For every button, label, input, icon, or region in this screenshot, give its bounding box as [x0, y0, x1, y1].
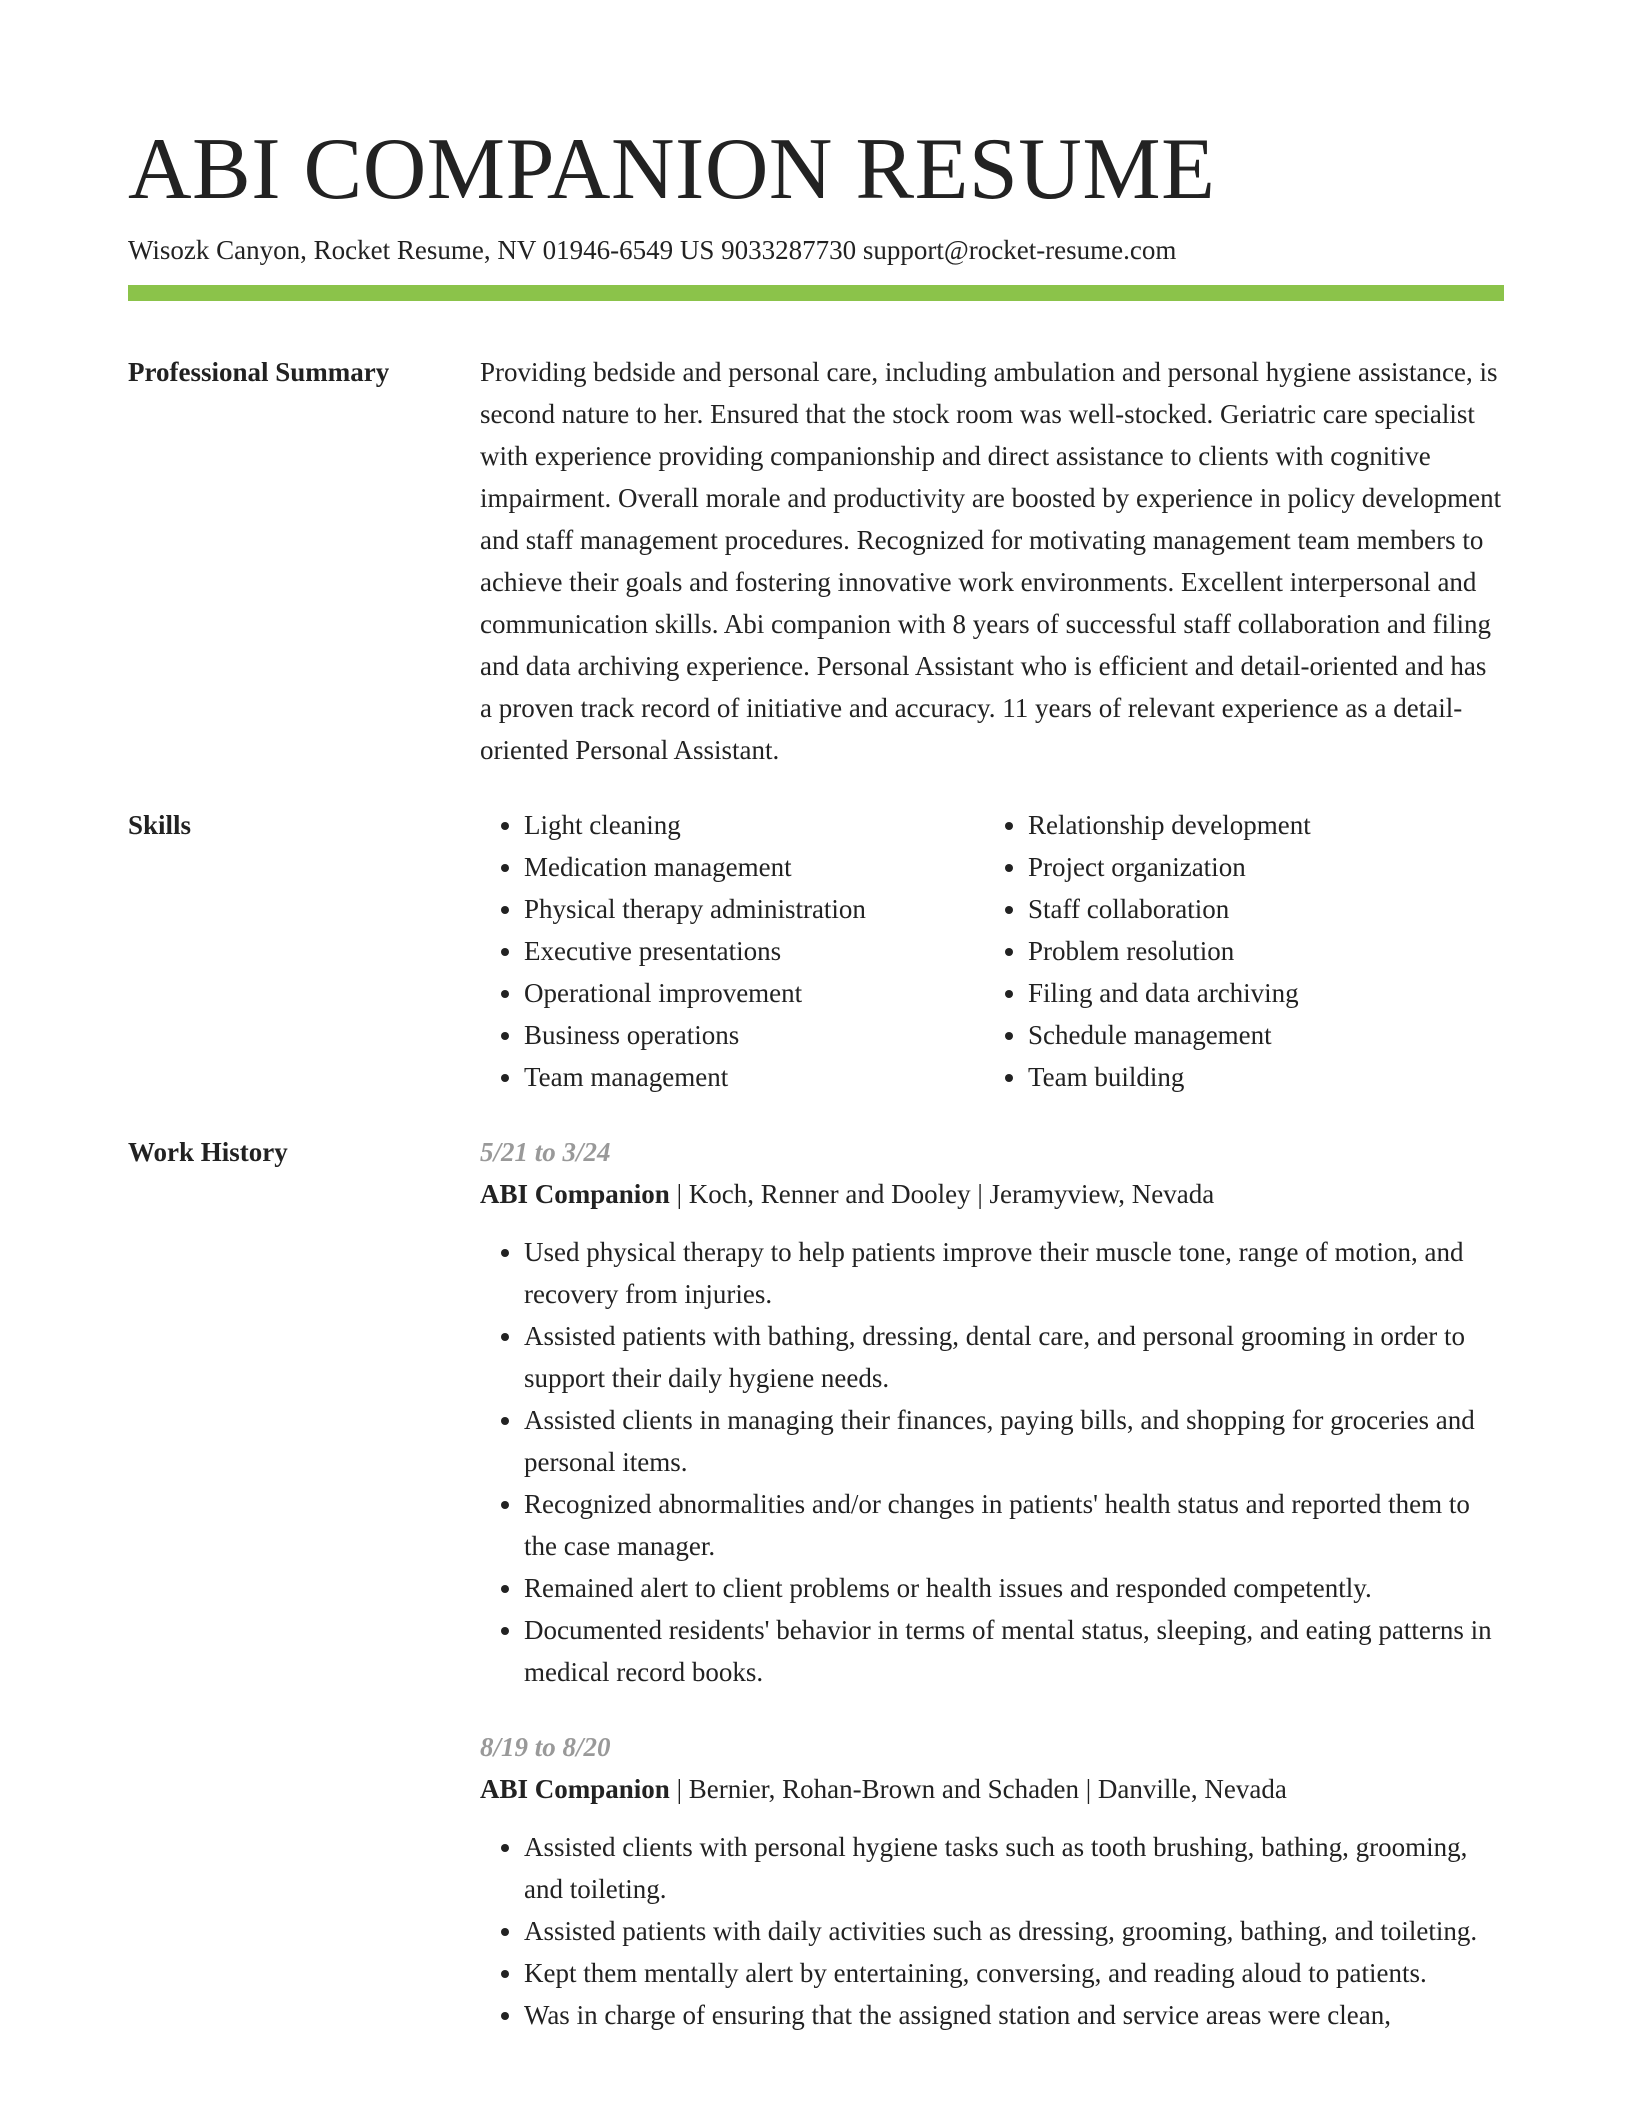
job-bullet: • Documented residents' behavior in terms of mental status, sleeping, and eating patterns in medical record books. [524, 1609, 1504, 1693]
resume-sections [128, 351, 1504, 2036]
job-dates: 5/21 to 3/24 [480, 1137, 611, 1167]
job-heading [480, 1768, 1504, 1810]
skills-section [128, 804, 1504, 1098]
job-details: | Koch, Renner and Dooley | Jeramyview, Nevada [669, 1179, 1215, 1209]
summary-text: Providing bedside and personal care, including ambulation and personal hygiene assistance, is second nature to her. Ensured that the stock room was well-stocked. Geriatric care specialist with experience providing companionship and direct assistance to clients with cognitive impairment. Overall morale and productivity are boosted by experience in policy development and staff management procedures. Recognized for motivating management team members to achieve their goals and fostering innovative work environments. Excellent interpersonal and communication skills. Abi companion with 8 years of successful staff collaboration and filing and data archiving experience. Personal Assistant who is efficient and detail-oriented and has a proven track record of initiative and accuracy. 11 years of relevant experience as a detail-oriented Personal Assistant. [480, 357, 1502, 765]
work-history-body [480, 1131, 1504, 2036]
job-bullet: • Assisted clients with personal hygiene tasks such as tooth brushing, bathing, grooming, and toileting. [524, 1826, 1504, 1910]
summary-title: Professional Summary [128, 357, 390, 387]
job-bullet: • Recognized abnormalities and/or changes in patients' health status and reported them to the case manager. [524, 1483, 1504, 1567]
skill-item: • Problem resolution [1028, 930, 1488, 972]
contact-line: Wisozk Canyon, Rocket Resume, NV 01946-6549 US 9033287730 support@rocket-resume.com [128, 235, 1177, 265]
skill-item: • Medication management [524, 846, 984, 888]
skill-item: • Filing and data archiving [1028, 972, 1488, 1014]
skill-item: • Business operations [524, 1014, 984, 1056]
skill-item: • Executive presentations [524, 930, 984, 972]
job-bullet: • Assisted patients with daily activities such as dressing, grooming, bathing, and toileting. [524, 1910, 1504, 1952]
skill-item: • Staff collaboration [1028, 888, 1488, 930]
job-entry [480, 1131, 1504, 1693]
summary-body [480, 351, 1504, 771]
skill-item: • Team building [1028, 1056, 1488, 1098]
work-history-section [128, 1131, 1504, 2036]
skill-item: • Project organization [1028, 846, 1488, 888]
skill-item: • Team management [524, 1056, 984, 1098]
job-bullet: • Was in charge of ensuring that the assigned station and service areas were clean, [524, 1994, 1504, 2036]
job-entry [480, 1726, 1504, 2036]
skill-item: • Light cleaning [524, 804, 984, 846]
skill-item: • Relationship development [1028, 804, 1488, 846]
job-heading [480, 1173, 1504, 1215]
job-bullet: • Assisted clients in managing their finances, paying bills, and shopping for groceries and personal items. [524, 1399, 1504, 1483]
skill-item: • Physical therapy administration [524, 888, 984, 930]
job-dates: 8/19 to 8/20 [480, 1732, 611, 1762]
header-divider [128, 285, 1504, 301]
skills-list [480, 804, 1504, 1098]
job-bullet: • Kept them mentally alert by entertaining, conversing, and reading aloud to patients. [524, 1952, 1504, 1994]
job-bullet: • Used physical therapy to help patients improve their muscle tone, range of motion, and recovery from injuries. [524, 1231, 1504, 1315]
skills-title: Skills [128, 810, 192, 840]
job-bullet: • Remained alert to client problems or health issues and responded competently. [524, 1567, 1504, 1609]
job-bullet: • Assisted patients with bathing, dressing, dental care, and personal grooming in order to support their daily hygiene needs. [524, 1315, 1504, 1399]
summary-section [128, 351, 1504, 771]
job-details: | Bernier, Rohan-Brown and Schaden | Danville, Nevada [669, 1774, 1287, 1804]
skills-column-right [984, 804, 1488, 1098]
skills-column-left [480, 804, 984, 1098]
job-title: ABI Companion [480, 1774, 670, 1804]
skill-item: • Schedule management [1028, 1014, 1488, 1056]
skill-item: • Operational improvement [524, 972, 984, 1014]
job-bullets [480, 1826, 1504, 2036]
job-bullets [480, 1231, 1504, 1693]
job-title: ABI Companion [480, 1179, 670, 1209]
work-history-title: Work History [128, 1137, 288, 1167]
resume-name: ABI COMPANION RESUME [128, 121, 1216, 218]
